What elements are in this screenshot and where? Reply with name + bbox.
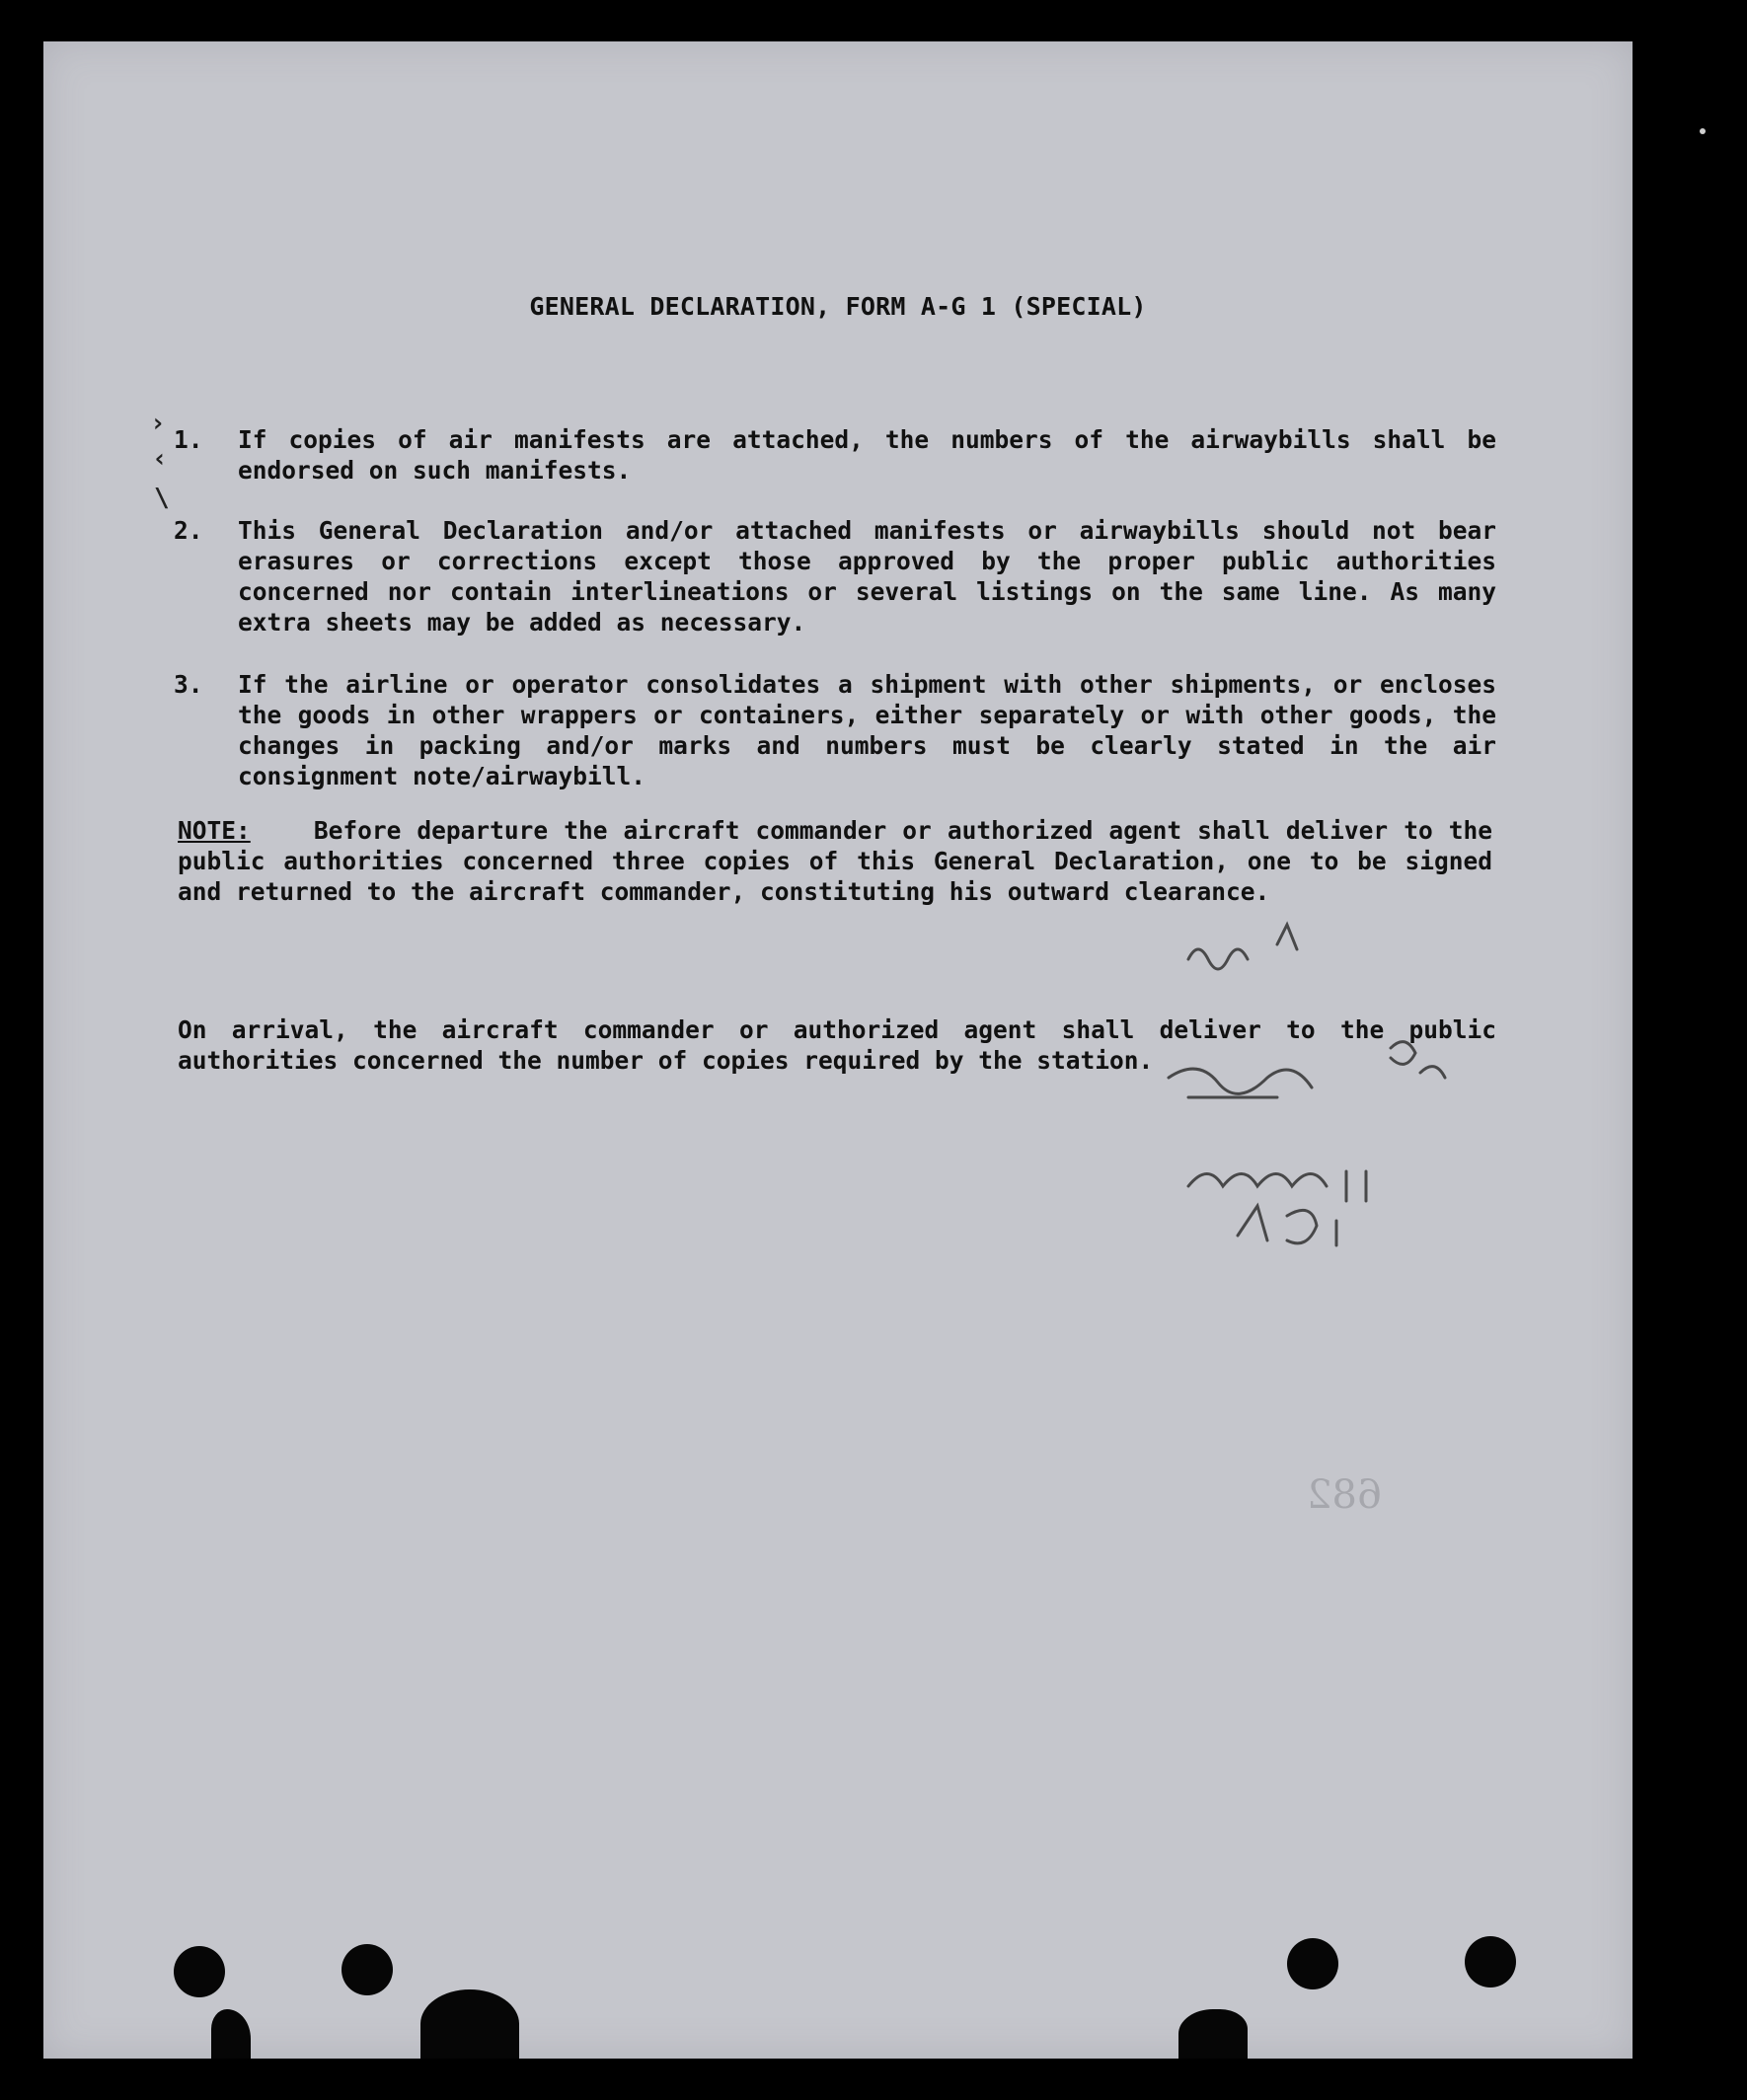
item-text: If the airline or operator consolidates a shipment with other shipments, or encloses the goods in other wrappers or containers, either separately or with other goods, the changes in packing and/or marks and numbers must be clearly stated in the air consignment note/airwaybill. [238, 670, 1496, 790]
item-number: 1. [174, 425, 203, 454]
document-page [43, 41, 1633, 2059]
list-item-3 [174, 669, 1496, 791]
item-number: 2. [174, 516, 203, 545]
list-item-2 [174, 515, 1496, 638]
punch-hole [174, 1946, 225, 1997]
list-item-1 [174, 424, 1496, 486]
handwritten-annotation [1129, 900, 1642, 1314]
note-paragraph [178, 815, 1492, 907]
item-number: 3. [174, 670, 203, 699]
punch-hole [342, 1944, 393, 1995]
item-text: This General Declaration and/or attached manifests or airwaybills should not bear erasures or corrections except those approved by the proper public authorities concerned nor contain interlineations or several listings on the same line. As many extra sheets may be added as necessary. [238, 516, 1496, 637]
mirrored-page-number: 682 [1307, 1472, 1383, 1518]
note-label: NOTE: [178, 816, 251, 845]
note-text: Before departure the aircraft commander or authorized agent shall deliver to the public authorities concerned three copies of this General Declaration, one to be signed and returned to the aircraft commander, constituting his outward clearance. [178, 816, 1492, 906]
punch-hole [1465, 1936, 1516, 1988]
form-title: GENERAL DECLARATION, FORM A-G 1 (SPECIAL) [529, 292, 1147, 321]
torn-edge [420, 1989, 519, 2059]
scan-speck [1700, 128, 1706, 134]
torn-edge [211, 2009, 251, 2059]
margin-mark: \ [154, 484, 170, 513]
torn-edge [1178, 2009, 1248, 2059]
margin-mark: › [150, 409, 166, 438]
punch-hole [1287, 1938, 1338, 1989]
margin-mark: ‹ [152, 444, 168, 474]
item-text: If copies of air manifests are attached, the numbers of the airwaybills shall be endorsed on such manifests. [238, 425, 1496, 485]
arrival-paragraph: On arrival, the aircraft commander or authorized agent shall deliver to the public authorities concerned the number of copies required by the station. [178, 1015, 1496, 1075]
